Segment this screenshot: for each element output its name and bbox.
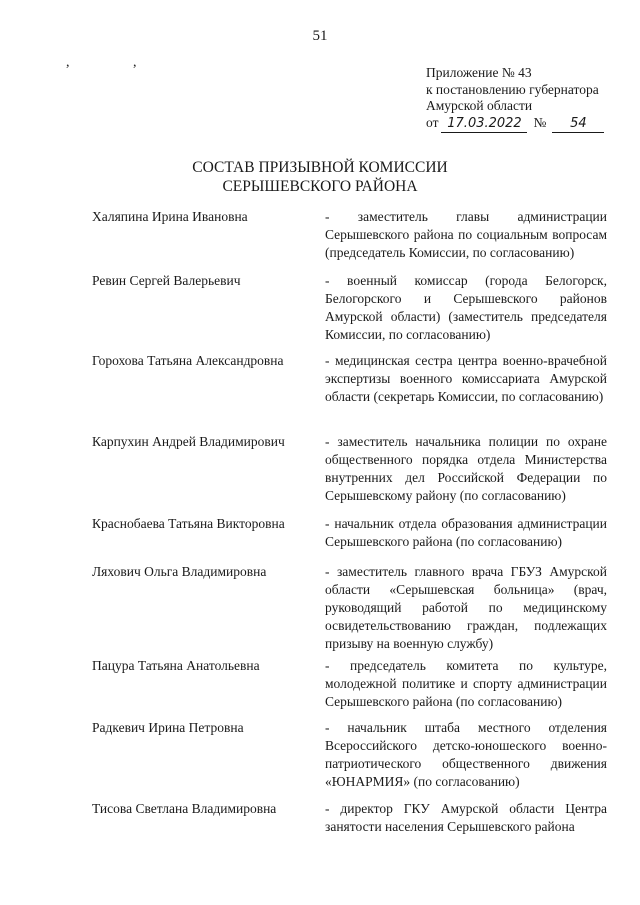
corner-marks: , ,: [66, 55, 167, 70]
member-name: Тисова Светлана Владимировна: [92, 801, 277, 816]
member-name: Краснобаева Татьяна Викторовна: [92, 516, 285, 531]
member-role: - директор ГКУ Амурской области Центра занятости населения Серышевского района: [325, 801, 607, 834]
member-name: Радкевич Ирина Петровна: [92, 720, 244, 735]
appendix-decree: к постановлению губернатора: [426, 81, 599, 97]
date-prefix: от: [426, 114, 439, 130]
title-line-2: СЕРЫШЕВСКОГО РАЙОНА: [222, 178, 418, 195]
member-role: - председатель комитета по культуре, молодежной политике и спорту администрации Серышевского района (по согласованию): [325, 658, 607, 709]
document-title: [0, 158, 640, 196]
member-role: - военный комиссар (города Белогорск, Белогорского и Серышевского районов Амурской области) (заместитель председателя Комиссии, по согласованию): [325, 273, 607, 342]
member-name: Халяпина Ирина Ивановна: [92, 209, 248, 224]
appendix-region: Амурской области: [426, 98, 533, 113]
appendix-header: [426, 65, 626, 133]
member-name: Пацура Татьяна Анатольевна: [92, 658, 260, 673]
appendix-number: Приложение № 43: [426, 65, 532, 80]
member-role: - заместитель главного врача ГБУЗ Амурской области «Серышевская больница» (врач, руководящий работой по медицинскому освидетельствованию граждан, подлежащих призыву на военную службу): [325, 564, 607, 651]
handwritten-number: 54: [552, 116, 604, 134]
member-role: - заместитель главы администрации Серышевского района по социальным вопросам (председатель Комиссии, по согласованию): [325, 209, 607, 260]
member-role: - медицинская сестра центра военно-врачебной экспертизы военного комиссариата Амурской области (секретарь Комиссии, по согласованию): [325, 353, 607, 404]
member-name: Карпухин Андрей Владимирович: [92, 434, 285, 449]
handwritten-date: 17.03.2022: [441, 116, 527, 134]
title-line-1: СОСТАВ ПРИЗЫВНОЙ КОМИССИИ: [192, 159, 448, 176]
member-name: Ревин Сергей Валерьевич: [92, 273, 241, 288]
member-name: Горохова Татьяна Александровна: [92, 353, 284, 368]
member-role: - заместитель начальника полиции по охране общественного порядка отдела Министерства внутренних дел Российской Федерации по Серышевскому району (по согласованию): [325, 434, 607, 503]
member-role: - начальник штаба местного отделения Всероссийского детско-юношеского военно-патриотического общественного движения «ЮНАРМИЯ» (по согласованию): [325, 720, 607, 789]
number-prefix: №: [533, 114, 547, 130]
member-name: Ляхович Ольга Владимировна: [92, 564, 267, 579]
member-role: - начальник отдела образования администрации Серышевского района (по согласованию): [325, 516, 607, 549]
page-number: 51: [312, 28, 328, 44]
appendix-date-line: [426, 115, 626, 134]
